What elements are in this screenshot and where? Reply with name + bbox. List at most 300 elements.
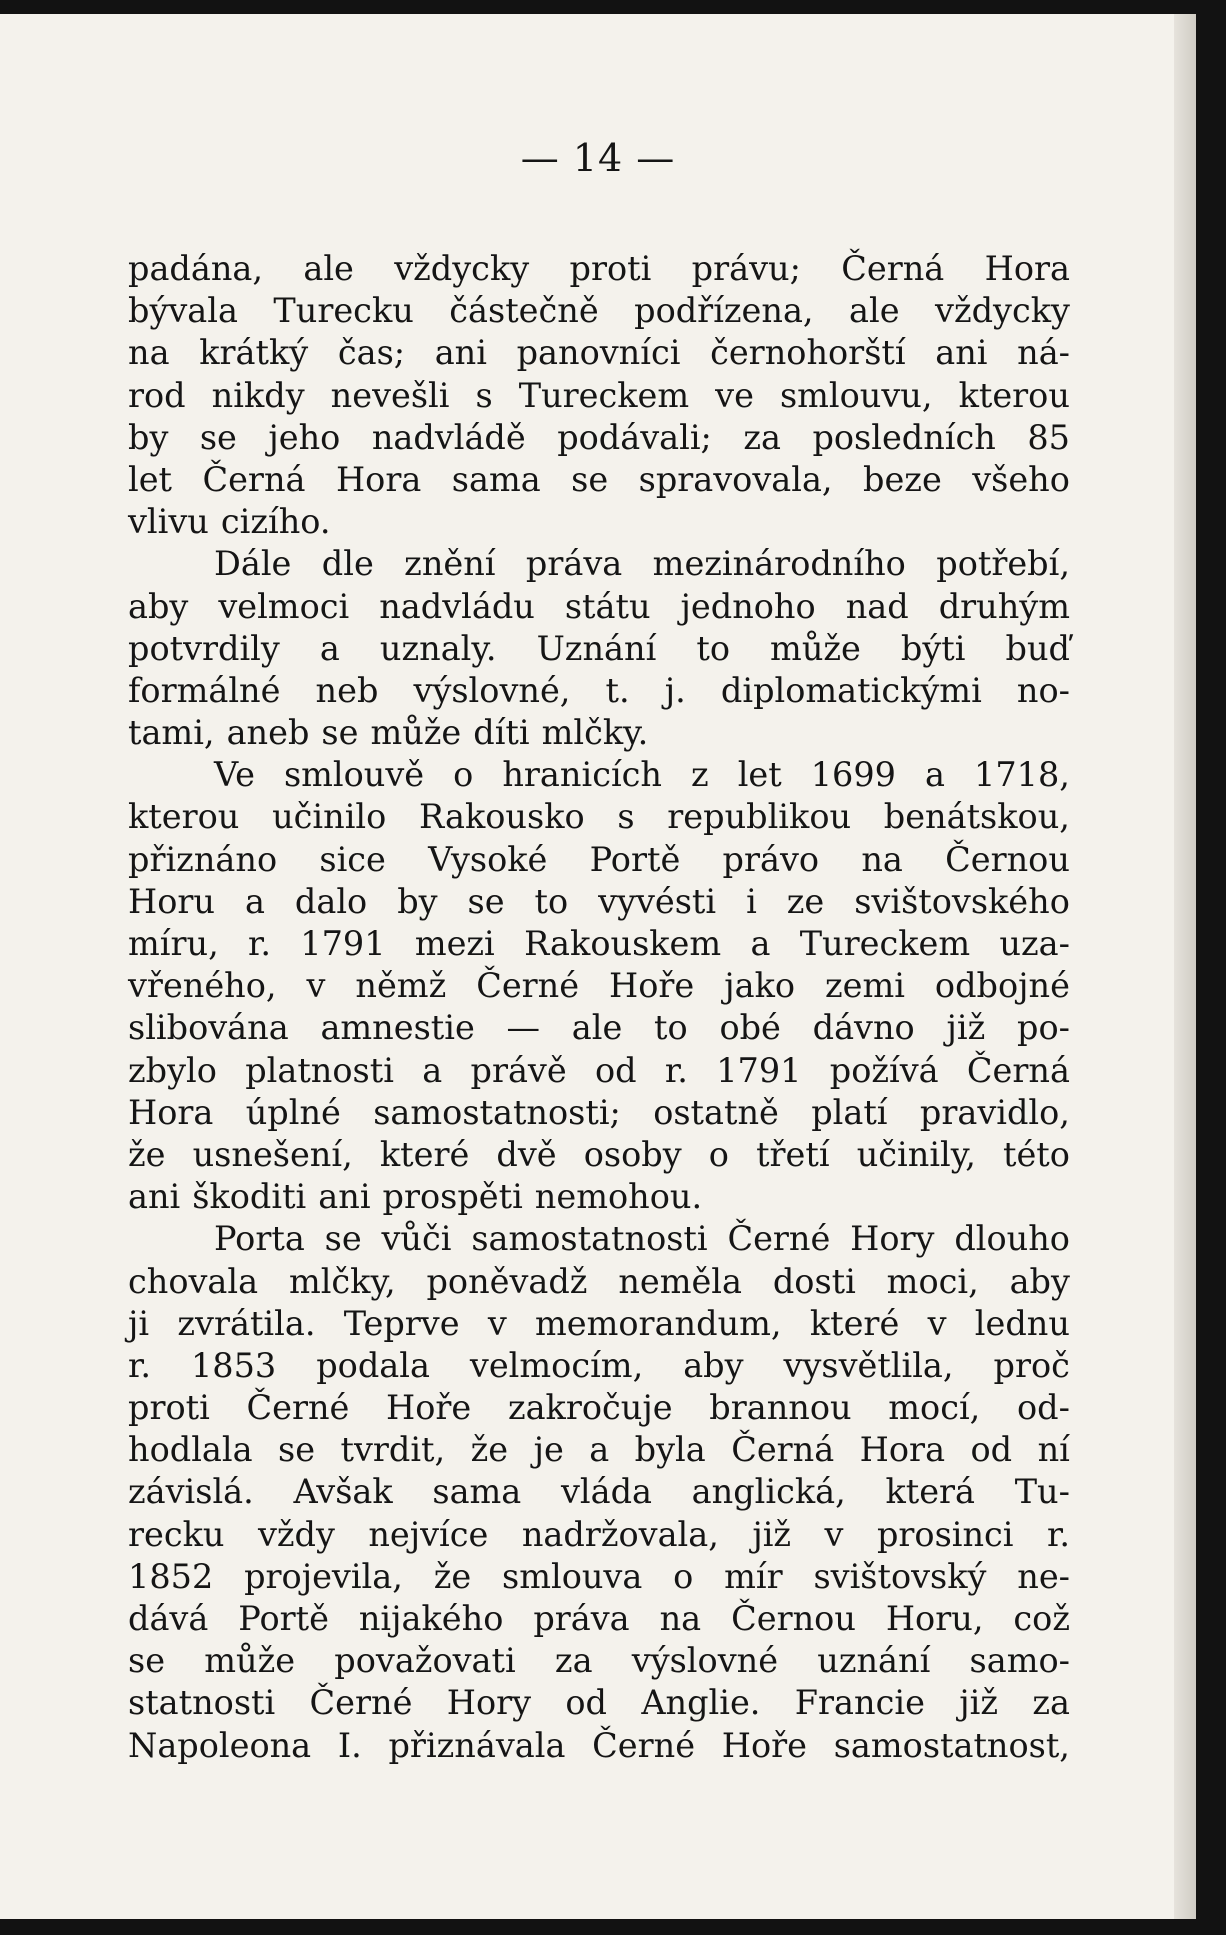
word: spravovala,: [638, 459, 833, 499]
word: Černá: [966, 1050, 1070, 1090]
word: vysvětlila,: [783, 1345, 954, 1385]
word: platí: [811, 1092, 888, 1132]
word: dle: [321, 544, 374, 584]
word: 1791: [300, 924, 386, 963]
word: Avšak: [293, 1472, 393, 1512]
word: republikou: [667, 797, 852, 837]
word: dává: [128, 1599, 209, 1638]
word: Hory: [850, 1219, 935, 1259]
word: Černou: [945, 839, 1070, 879]
word: podala: [316, 1345, 430, 1385]
text-line: [128, 628, 1070, 670]
word: Anglie.: [641, 1683, 761, 1723]
text-line: [128, 796, 1070, 838]
word: dvě: [496, 1134, 557, 1174]
text-line: [128, 543, 1070, 585]
word: ostatně: [653, 1092, 779, 1132]
word: svištovský: [813, 1556, 987, 1596]
word: chovala: [128, 1261, 259, 1301]
word: přiznávala: [388, 1725, 566, 1765]
word: smlouva: [502, 1556, 643, 1596]
word: formálné: [128, 670, 281, 710]
word: a: [750, 924, 771, 963]
word: jednoho: [680, 586, 816, 626]
text-line: [128, 754, 1070, 796]
word: tvrdit,: [340, 1430, 446, 1470]
word: v: [306, 966, 326, 1006]
word: černohorští: [710, 333, 906, 373]
word: zvrátila.: [177, 1303, 316, 1343]
word: samostatnosti: [471, 1219, 708, 1259]
word: a: [319, 628, 340, 668]
word: recku: [128, 1514, 225, 1554]
text-line: [128, 881, 1070, 923]
word: neměla: [618, 1261, 742, 1301]
word: nevešli: [330, 375, 450, 415]
word: z: [691, 755, 709, 795]
word: mír: [724, 1556, 783, 1596]
word: této: [1003, 1134, 1070, 1174]
text-line: [128, 670, 1070, 712]
word: již: [752, 1514, 792, 1554]
word: což: [1013, 1599, 1070, 1638]
word: vlivu: [128, 502, 209, 542]
word: nejvíce: [368, 1514, 489, 1554]
word: aby: [128, 586, 189, 626]
word: sice: [319, 839, 386, 879]
word: moci,: [886, 1261, 979, 1301]
text-line: [128, 1261, 1070, 1303]
word: Tureckem: [518, 375, 690, 415]
word: a: [589, 1430, 610, 1470]
word: ze: [786, 881, 825, 921]
word: čas;: [337, 333, 406, 373]
word: od: [565, 1683, 608, 1723]
text-line: [128, 1303, 1070, 1345]
word: proč: [993, 1345, 1070, 1385]
word: Horu,: [885, 1599, 984, 1638]
word: platnosti: [245, 1050, 394, 1090]
word: r.: [128, 1345, 151, 1385]
word: Černé: [309, 1683, 413, 1723]
word: sama: [432, 1472, 522, 1512]
word: Ve: [214, 755, 255, 795]
text-line: [128, 1007, 1070, 1049]
word: díti: [473, 713, 530, 753]
word: nemohou.: [534, 1177, 703, 1217]
word: pravidlo,: [919, 1092, 1070, 1132]
word: je: [533, 1430, 564, 1470]
word: ale: [571, 1008, 623, 1048]
word: to: [696, 628, 730, 668]
word: zbylo: [128, 1050, 217, 1090]
word: smlouvu,: [779, 375, 933, 415]
word: dlouho: [954, 1219, 1070, 1259]
word: práva: [533, 1599, 630, 1638]
word: Hoře: [386, 1388, 472, 1428]
word: vřeného,: [128, 966, 277, 1006]
word: Francie: [794, 1683, 925, 1723]
word: s: [617, 797, 635, 837]
word: ní: [1037, 1430, 1070, 1470]
word: kterou: [958, 375, 1070, 415]
text-line: [128, 586, 1070, 628]
word: uznaly.: [379, 628, 497, 668]
word: anglická,: [691, 1472, 846, 1512]
word: nad: [845, 586, 909, 626]
word: t.: [605, 670, 630, 710]
word: nadvládu: [379, 586, 535, 626]
word: částečně: [449, 291, 599, 331]
page-number: — 14 —: [520, 136, 676, 180]
word: i: [746, 881, 757, 921]
word: kterou: [128, 797, 240, 837]
word: Černé: [476, 966, 580, 1006]
word: Černé: [592, 1725, 696, 1765]
word: se: [571, 459, 609, 499]
word: osoby: [583, 1134, 682, 1174]
word: ale: [303, 249, 354, 288]
word: 85: [1027, 417, 1070, 457]
word: Černé: [246, 1388, 350, 1428]
word: samo-: [969, 1641, 1070, 1681]
word: Hoře: [721, 1725, 807, 1765]
word: vždycky: [935, 291, 1070, 331]
word: míru,: [128, 924, 219, 963]
word: j.: [664, 670, 686, 710]
word: dalo: [294, 881, 368, 921]
word: že: [470, 1430, 509, 1470]
word: ve: [715, 375, 754, 415]
word: 1699: [810, 755, 896, 795]
text-line: [128, 459, 1070, 501]
text-line: [128, 923, 1070, 965]
word: může: [204, 1641, 296, 1681]
word: všeho: [972, 459, 1070, 499]
word: ani: [935, 333, 988, 373]
word: Portě: [238, 1599, 329, 1638]
word: býti: [900, 628, 966, 668]
word: v: [487, 1303, 507, 1343]
word: hranicích: [502, 755, 663, 795]
word: samostatnost,: [833, 1725, 1070, 1765]
word: Tu-: [1014, 1472, 1070, 1512]
word: po-: [1017, 1008, 1070, 1048]
word: potřebí,: [936, 544, 1070, 584]
word: ná-: [1017, 333, 1070, 373]
word: Turecku: [273, 291, 414, 331]
word: závislá.: [128, 1472, 254, 1512]
word: Dále: [214, 544, 292, 584]
word: zakročuje: [507, 1388, 673, 1428]
word: němž: [355, 966, 447, 1006]
word: Černou: [731, 1599, 856, 1638]
text-line: [128, 839, 1070, 881]
word: druhým: [938, 586, 1070, 626]
word: 1791: [716, 1050, 802, 1090]
word: panovníci: [516, 333, 681, 373]
word: r.: [664, 1050, 688, 1090]
word: —: [506, 1008, 541, 1048]
word: výslovné: [631, 1641, 779, 1681]
word: Tureckem: [799, 924, 971, 963]
word: I.: [337, 1725, 362, 1765]
word: benátskou,: [883, 797, 1070, 837]
word: jeho: [268, 417, 341, 457]
word: ani: [128, 1177, 181, 1217]
word: právo: [722, 839, 820, 879]
word: v: [824, 1514, 844, 1554]
word: krátký: [199, 333, 309, 373]
word: znění: [404, 544, 496, 584]
word: se: [199, 417, 237, 457]
body-text: [128, 248, 1070, 1767]
word: se: [467, 881, 505, 921]
word: státu: [564, 586, 651, 626]
word: o: [708, 1134, 729, 1174]
word: Portě: [589, 839, 681, 879]
word: brannou: [709, 1388, 852, 1428]
word: Hora: [128, 1092, 214, 1132]
text-line: [128, 375, 1070, 417]
word: mezinárodního: [652, 544, 906, 584]
word: prospěti: [382, 1177, 523, 1217]
word: může: [370, 713, 462, 753]
word: hodlala: [128, 1430, 253, 1470]
word: mlčky,: [288, 1261, 396, 1301]
word: Hora: [984, 249, 1070, 288]
text-line: [128, 1218, 1070, 1260]
word: a: [422, 1050, 443, 1090]
word: memorandum,: [535, 1303, 782, 1343]
text-line: [128, 1598, 1070, 1640]
word: učinilo: [272, 797, 387, 837]
text-line: [128, 417, 1070, 459]
word: které: [379, 1134, 470, 1174]
word: které: [809, 1303, 900, 1343]
word: zemi: [824, 966, 905, 1006]
text-line: [128, 1471, 1070, 1513]
word: poněvadž: [426, 1261, 588, 1301]
word: dosti: [772, 1261, 856, 1301]
word: buď: [1005, 628, 1070, 668]
word: odbojné: [934, 966, 1070, 1006]
text-line: [128, 290, 1070, 332]
text-line: [128, 1134, 1070, 1176]
word: nadvládě: [371, 417, 526, 457]
word: Uznání: [536, 628, 657, 668]
word: přiznáno: [128, 839, 278, 879]
text-line: [128, 1429, 1070, 1471]
word: prosinci: [876, 1514, 1014, 1554]
word: 1718,: [974, 755, 1070, 795]
word: která: [885, 1472, 976, 1512]
word: bývala: [128, 291, 238, 331]
word: uznání: [817, 1641, 931, 1681]
text-line: [128, 1176, 1070, 1218]
word: učinily,: [856, 1134, 976, 1174]
word: sama: [451, 459, 541, 499]
word: proti: [569, 249, 652, 288]
word: se: [324, 1219, 362, 1259]
word: Černé: [727, 1219, 831, 1259]
text-line: [128, 248, 1070, 290]
word: let: [737, 755, 782, 795]
word: na: [861, 839, 903, 879]
word: úplné: [245, 1092, 341, 1132]
word: nadržovala,: [521, 1514, 719, 1554]
word: a: [244, 881, 265, 921]
word: vždy: [257, 1514, 335, 1554]
word: Porta: [214, 1219, 305, 1259]
word: vyvésti: [598, 881, 717, 921]
text-line: [128, 1514, 1070, 1556]
word: již: [959, 1683, 998, 1723]
word: cizího.: [220, 502, 331, 542]
word: v: [927, 1303, 947, 1343]
word: Černá: [202, 459, 306, 499]
word: obé: [719, 1008, 781, 1048]
word: o: [673, 1556, 694, 1596]
text-line: [128, 1556, 1070, 1598]
word: škoditi: [192, 1177, 307, 1217]
text-line: [128, 1050, 1070, 1092]
word: tami,: [128, 713, 215, 753]
word: o: [453, 755, 474, 795]
word: za: [554, 1641, 593, 1681]
text-line: [128, 1387, 1070, 1429]
word: rod: [128, 375, 186, 415]
word: velmoci: [218, 586, 350, 626]
word: Hora: [859, 1430, 946, 1470]
word: s: [475, 375, 493, 415]
word: to: [654, 1008, 688, 1048]
text-line: [128, 1092, 1070, 1134]
word: Černá: [731, 1430, 835, 1470]
word: ale: [849, 291, 900, 331]
word: Rakouskem: [524, 924, 722, 963]
word: byla: [634, 1430, 706, 1470]
word: proti: [128, 1388, 210, 1428]
word: ne-: [1017, 1556, 1070, 1596]
text-line: [128, 1345, 1070, 1387]
word: se: [321, 713, 359, 753]
word: požívá: [829, 1050, 939, 1090]
word: výslovné,: [413, 670, 571, 710]
word: smlouvě: [283, 755, 425, 795]
word: na: [128, 333, 170, 373]
word: diplomatickými: [720, 670, 982, 710]
text-line: [128, 1682, 1070, 1724]
word: podávali;: [557, 417, 712, 457]
word: za: [1032, 1683, 1070, 1723]
word: projevila,: [244, 1556, 403, 1596]
text-line: [128, 501, 1070, 543]
word: uza-: [999, 924, 1070, 963]
word: ani: [434, 333, 487, 373]
word: Teprve: [343, 1303, 460, 1343]
word: lednu: [974, 1303, 1070, 1343]
word: 1852: [128, 1556, 214, 1596]
word: aby: [1009, 1261, 1070, 1301]
word: třetí: [756, 1134, 830, 1174]
word: mlčky.: [541, 713, 649, 753]
word: nijakého: [358, 1599, 504, 1638]
word: posledních: [812, 417, 996, 457]
word: by: [128, 417, 169, 457]
word: vůči: [381, 1219, 452, 1259]
word: dávno: [812, 1008, 915, 1048]
word: no-: [1016, 670, 1070, 710]
word: Napoleona: [128, 1725, 312, 1765]
word: vláda: [560, 1472, 652, 1512]
word: Vysoké: [428, 839, 548, 879]
word: právě: [470, 1050, 567, 1090]
text-line: [128, 332, 1070, 374]
word: od: [970, 1430, 1013, 1470]
word: slibována: [128, 1008, 289, 1048]
text-line: [128, 1725, 1070, 1767]
word: potvrdily: [128, 628, 280, 668]
word: Hora: [335, 459, 422, 499]
word: že: [128, 1134, 166, 1174]
word: to: [534, 881, 569, 921]
word: od: [594, 1050, 637, 1090]
word: aby: [683, 1345, 744, 1385]
word: jako: [724, 966, 796, 1006]
word: Horu: [128, 881, 215, 921]
word: velmocím,: [469, 1345, 644, 1385]
word: statnosti: [128, 1683, 276, 1723]
word: usnešení,: [192, 1134, 353, 1174]
word: považovati: [334, 1641, 516, 1681]
word: Hoře: [609, 966, 695, 1006]
book-page: [0, 14, 1196, 1919]
word: že: [433, 1556, 472, 1596]
word: na: [659, 1599, 702, 1638]
word: již: [946, 1008, 986, 1048]
word: svištovského: [854, 881, 1070, 921]
word: podřízena,: [634, 291, 814, 331]
word: let: [128, 459, 173, 499]
word: může: [770, 628, 861, 668]
word: samostatnosti;: [373, 1092, 621, 1132]
word: ani: [318, 1177, 371, 1217]
word: padána,: [128, 249, 264, 288]
text-line: [128, 965, 1070, 1007]
word: aneb: [226, 713, 310, 753]
word: Černá: [841, 249, 945, 288]
word: za: [743, 417, 781, 457]
word: 1853: [190, 1345, 277, 1385]
word: mezi: [414, 924, 495, 963]
word: amnestie: [320, 1008, 475, 1048]
page-edge-shadow: [1174, 14, 1196, 1919]
word: Rakousko: [419, 797, 585, 837]
word: Hory: [446, 1683, 532, 1723]
word: r.: [248, 924, 271, 963]
word: ji: [128, 1303, 150, 1343]
word: r.: [1046, 1514, 1070, 1554]
word: mocí,: [888, 1388, 981, 1428]
word: nikdy: [211, 375, 305, 415]
text-line: [128, 1640, 1070, 1682]
word: se: [128, 1641, 166, 1681]
word: neb: [315, 670, 379, 710]
word: a: [925, 755, 945, 795]
text-line: [128, 712, 1070, 754]
word: práva: [525, 544, 623, 584]
